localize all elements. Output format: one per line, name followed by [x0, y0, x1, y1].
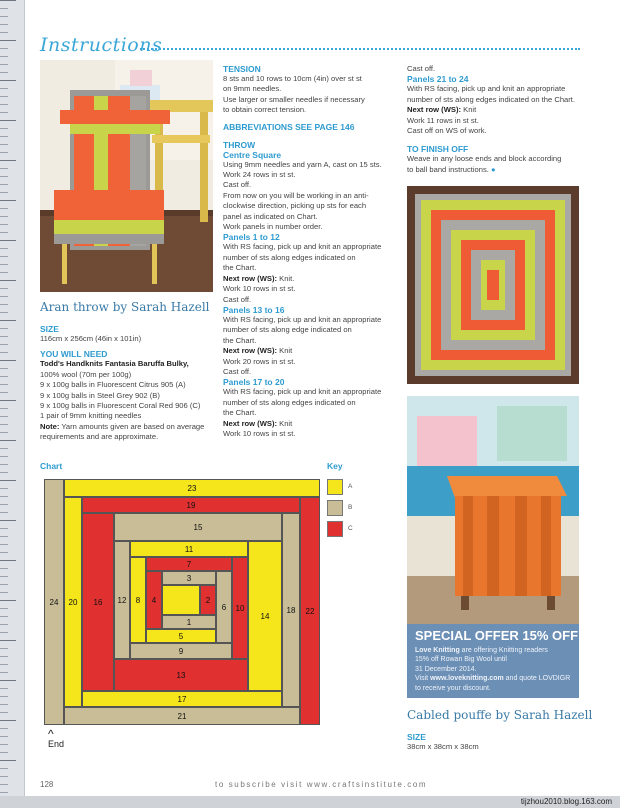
- centre-line: panel as indicated on Chart.: [223, 211, 318, 221]
- page-title: Instructions: [40, 34, 163, 56]
- need-line: 9 x 100g balls in Fluorescent Coral Red 906 (C): [40, 401, 201, 411]
- panel-8: 8: [130, 557, 146, 643]
- chart-title: Chart: [40, 461, 63, 471]
- finish-heading: TO FINISH OFF: [407, 144, 469, 155]
- p13-tail: Work 20 rows in st st.: [223, 356, 296, 366]
- panel-7: 7: [146, 557, 232, 571]
- p21-tail: Cast off on WS of work.: [407, 126, 487, 136]
- panel-11: 11: [130, 541, 248, 557]
- panels-1-12-heading: Panels 1 to 12: [223, 232, 280, 243]
- need-line: 9 x 100g balls in Steel Grey 902 (B): [40, 390, 160, 400]
- panel-24: 24: [44, 479, 64, 725]
- p17-line: number of sts along edges indicated on: [223, 397, 356, 407]
- p13-tail: Cast off.: [223, 366, 252, 376]
- p21-tail: Work 11 rows in st st.: [407, 115, 479, 125]
- panel-6: 6: [216, 571, 232, 643]
- size-heading: SIZE: [40, 324, 59, 334]
- p13-next-row: Next row (WS): Knit: [223, 346, 293, 356]
- panel-18: 18: [282, 513, 300, 707]
- panel-1: 1: [162, 615, 216, 629]
- p17-next-row: Next row (WS): Knit: [223, 418, 293, 428]
- p1-tail: Work 10 rows in st st.: [223, 284, 296, 294]
- panel-22: 22: [300, 497, 320, 725]
- pouffe-photo: [407, 396, 579, 624]
- knitting-chart: [44, 479, 320, 725]
- panel-4: 4: [146, 571, 162, 629]
- p17-line: the Chart.: [223, 408, 257, 418]
- blanket-photo: [407, 186, 579, 384]
- subscribe-footer: to subscribe visit www.craftsinstitute.com: [215, 780, 428, 789]
- offer-link[interactable]: www.loveknitting.com: [430, 675, 504, 683]
- panel-20: 20: [64, 497, 82, 707]
- page-number: 128: [40, 780, 54, 789]
- centre-line: From now on you will be working in an anti-: [223, 190, 369, 200]
- panel-17: 17: [82, 691, 282, 707]
- panel-5: 5: [146, 629, 216, 643]
- title-divider: [140, 48, 580, 50]
- offer-title: SPECIAL OFFER 15% OFF: [415, 628, 579, 643]
- key-swatch-c: [327, 521, 343, 537]
- left-column: [40, 324, 215, 443]
- size-text: 116cm x 256cm (46in x 101in): [40, 334, 142, 343]
- centre-square: [162, 585, 200, 615]
- pouffe-size-heading: SIZE: [407, 732, 426, 742]
- panel-12: 12: [114, 541, 130, 659]
- offer-brand: Love Knitting: [415, 647, 460, 654]
- end-label: End: [48, 739, 65, 749]
- middle-column: [223, 64, 401, 439]
- throw-photo: [40, 60, 213, 292]
- panel-3: 3: [162, 571, 216, 585]
- right-column: [407, 64, 585, 175]
- need-line: 9 x 100g balls in Fluorescent Citrus 905 (A): [40, 380, 186, 390]
- offer-body: Love Knitting are offering Knitting readers 15% off Rowan Big Wool until 31 December 2014. Visit www.loveknitting.com and quote LOVDIGR to receive your discount.: [415, 647, 571, 692]
- centre-line: Work 24 rows in st st.: [223, 170, 296, 180]
- panel-10: 10: [232, 557, 248, 659]
- p21-line: number of sts along edges indicated on the Chart.: [407, 94, 576, 104]
- panel-21: 21: [64, 707, 300, 725]
- p1-line: the Chart.: [223, 263, 257, 273]
- panel-19: 19: [82, 497, 300, 513]
- finish-line: to ball band instructions. ●: [407, 164, 496, 174]
- need-heading: YOU WILL NEED: [40, 349, 108, 360]
- panel-14: 14: [248, 541, 282, 691]
- p1-tail: Cast off.: [223, 294, 252, 304]
- panel-16: 16: [82, 513, 114, 691]
- p13-line: number of sts along edge indicated on: [223, 325, 352, 335]
- pouffe-size: [407, 732, 585, 752]
- p1-next-row: Next row (WS): Knit.: [223, 273, 295, 283]
- pouffe-caption: Cabled pouffe by Sarah Hazell: [407, 708, 593, 722]
- special-offer-box: [407, 624, 579, 698]
- panels-21-24-heading: Panels 21 to 24: [407, 74, 469, 85]
- panel-9: 9: [130, 643, 232, 659]
- centre-line: clockwise direction, picking up sts for each: [223, 201, 367, 211]
- need-line: 100% wool (70m per 100g): [40, 369, 132, 379]
- p21-line: With RS facing, pick up and knit an appropriate: [407, 84, 566, 94]
- p1-line: With RS facing, pick up and knit an appropriate: [223, 242, 382, 252]
- panel-23: 23: [64, 479, 320, 497]
- key-label-c: C: [348, 525, 353, 532]
- p21-next-row: Next row (WS): Knit: [407, 105, 477, 115]
- key-swatch-b: [327, 500, 343, 516]
- p1-line: number of sts along edges indicated on: [223, 252, 356, 262]
- panels-13-16-heading: Panels 13 to 16: [223, 304, 285, 315]
- tension-heading: TENSION: [223, 64, 261, 74]
- key-label-a: A: [348, 483, 353, 490]
- p17-line: With RS facing, pick up and knit an appropriate: [223, 387, 382, 397]
- end-arrow-icon: ^: [48, 727, 54, 741]
- end-bullet-icon: ●: [491, 164, 496, 174]
- finish-line: Weave in any loose ends and block according: [407, 154, 562, 164]
- tension-line: to obtain correct tension.: [223, 105, 307, 115]
- need-yarn: Todd's Handknits Fantasia Baruffa Bulky,: [40, 359, 189, 369]
- panel-15: 15: [114, 513, 282, 541]
- panel-2: 2: [200, 585, 216, 615]
- p13-line: With RS facing, pick up and knit an appropriate: [223, 314, 382, 324]
- centre-line: Using 9mm needles and yarn A, cast on 15 sts.: [223, 159, 382, 169]
- centre-line: Work panels in number order.: [223, 222, 323, 232]
- centre-heading: Centre Square: [223, 149, 282, 160]
- pouffe-size-text: 38cm x 38cm x 38cm: [407, 742, 479, 751]
- p17-tail: Work 10 rows in st st.: [223, 428, 296, 438]
- cast-off-line: Cast off.: [407, 64, 436, 73]
- tension-line: on 9mm needles.: [223, 84, 282, 94]
- panel-13: 13: [114, 659, 248, 691]
- abbrev-heading: ABBREVIATIONS SEE PAGE 146: [223, 121, 355, 132]
- tension-line: Use larger or smaller needles if necessary: [223, 94, 365, 104]
- key-title: Key: [327, 461, 343, 471]
- tension-line: 8 sts and 10 rows to 10cm (4in) over st st: [223, 74, 362, 83]
- throw-caption: Aran throw by Sarah Hazell: [40, 300, 210, 314]
- throw-heading: THROW: [223, 139, 256, 150]
- p13-line: the Chart.: [223, 335, 257, 345]
- watermark: tijzhou2010.blog.163.com: [520, 797, 612, 806]
- end-marker: [48, 729, 64, 749]
- key-label-b: B: [348, 504, 353, 511]
- ruler-major-ticks: [0, 0, 24, 796]
- centre-line: Cast off.: [223, 180, 252, 190]
- panels-17-20-heading: Panels 17 to 20: [223, 377, 285, 388]
- need-line: 1 pair of 9mm knitting needles: [40, 411, 142, 421]
- footer-strip: [0, 796, 620, 808]
- note: Note: Yarn amounts given are based on average requirements and are approximate.: [40, 421, 205, 442]
- key-swatch-a: [327, 479, 343, 495]
